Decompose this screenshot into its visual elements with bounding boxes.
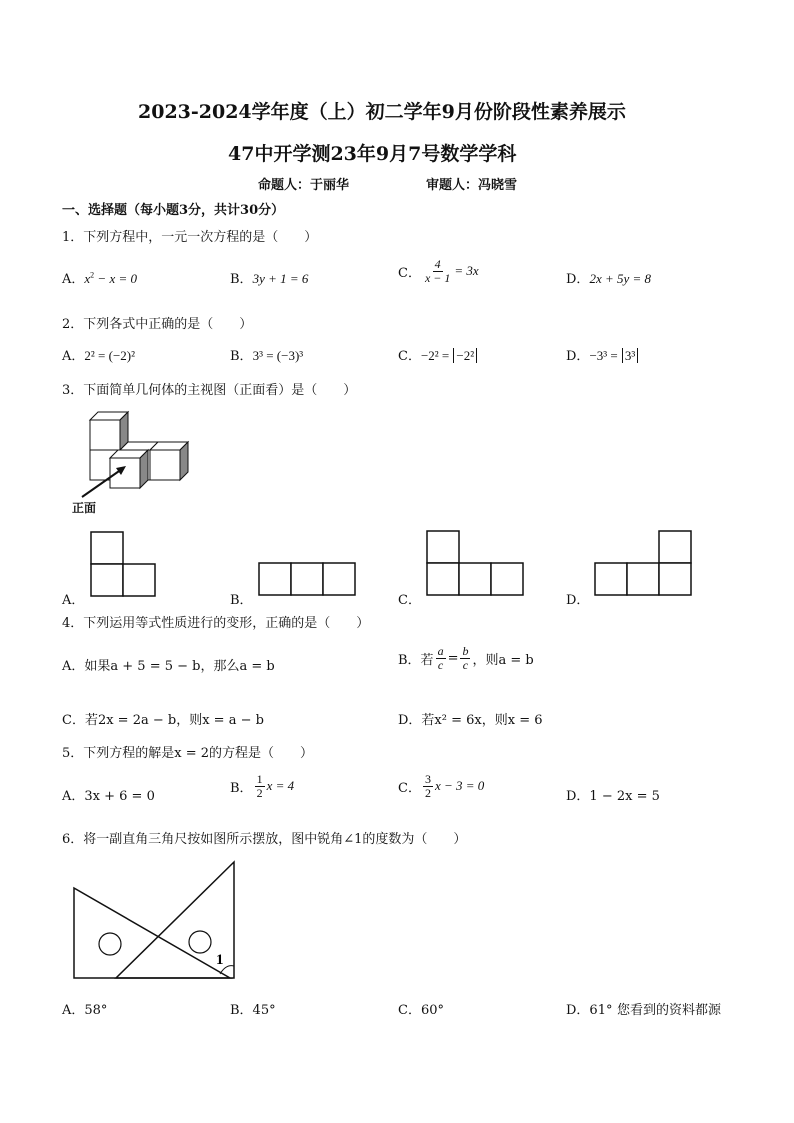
q2-d-label: D． [566, 349, 590, 364]
q2-a-text: 2² = (−2)² [84, 348, 136, 363]
q5-option-a[interactable]: A．3x + 6 = 0 [62, 789, 155, 804]
q2-d-abs: 3³ [622, 348, 638, 363]
q2-option-b[interactable] [230, 345, 303, 364]
q5-c-den: 2 [424, 785, 431, 800]
q1-option-a[interactable]: A．$x^2 - x = 0$ [62, 270, 137, 287]
q5-stem: 5．下列方程的解是x = 2的方程是（ ） [62, 746, 314, 761]
q5-b-label: B． [230, 780, 253, 796]
q1-c-rest: = 3x [454, 263, 479, 279]
q2-option-c[interactable] [398, 345, 477, 364]
q5-option-d[interactable]: D．1 − 2x = 5 [566, 789, 660, 804]
q4-option-b[interactable] [398, 645, 534, 671]
q2-c-abs: −2² [453, 348, 477, 363]
q3-option-b-view[interactable] [258, 561, 360, 597]
q1-d-label: D． [566, 272, 590, 287]
q6-option-d[interactable]: D．61° [566, 1003, 613, 1018]
author-label: 命题人：于丽华 [258, 178, 350, 193]
q3-b-label[interactable]: B． [230, 593, 253, 608]
q4-option-c[interactable]: C．若2x = 2a − b，则x = a − b [62, 713, 264, 728]
q2-b-text: 3³ = (−3)³ [252, 348, 304, 363]
q6-option-c[interactable]: C．60° [398, 1003, 444, 1018]
q5-b-den: 2 [256, 785, 263, 800]
q1-d-text: 2x + 5y = 8 [589, 271, 652, 286]
q1-a-var: x [84, 271, 91, 286]
q5-b-post: x = 4 [266, 778, 295, 794]
watermark-text: 您看到的资料都源 [617, 1003, 722, 1018]
q2-option-a[interactable] [62, 345, 135, 364]
q3-a-label[interactable]: A． [62, 593, 85, 608]
q4-stem: 4．下列运用等式性质进行的变形，正确的是（ ） [62, 616, 370, 631]
q2-a-label: A． [62, 349, 85, 364]
q5-option-b[interactable] [230, 773, 294, 799]
q3-c-label[interactable]: C． [398, 593, 421, 608]
q1-b-label: B． [230, 272, 253, 287]
q2-b-label: B． [230, 349, 253, 364]
q3-stem: 3．下面简单几何体的主视图（正面看）是（ ） [62, 383, 357, 398]
q3-option-c-view[interactable] [426, 529, 528, 599]
reviewer-label: 审题人：冯晓雪 [426, 178, 518, 193]
q6-option-a[interactable]: A．58° [62, 1003, 108, 1018]
q1-option-c[interactable] [398, 258, 479, 284]
exam-subtitle: 47中开学测23年9月7号数学学科 [228, 143, 517, 165]
q1-option-b[interactable] [230, 268, 308, 287]
q2-c-label: C． [398, 349, 421, 364]
q6-triangles-figure [70, 858, 240, 984]
q5-c-post: x − 3 = 0 [434, 778, 485, 794]
q1-a-rest: − x = 0 [94, 271, 137, 286]
q3-option-d-view[interactable] [594, 529, 696, 599]
q1-a-label: A． [62, 272, 85, 287]
q3-option-a-view[interactable] [90, 530, 158, 598]
q2-option-d[interactable] [566, 345, 638, 364]
q6-stem: 6．将一副直角三角尺按如图所示摆放，图中锐角∠1的度数为（ ） [62, 832, 467, 847]
q1-c-den: x − 1 [424, 270, 451, 285]
q4-b-den1: c [437, 657, 444, 672]
q1-b-text: 3y + 1 = 6 [252, 271, 309, 286]
q5-option-c[interactable] [398, 773, 484, 799]
q6-option-b[interactable]: B．45° [230, 1003, 276, 1018]
q5-c-num: 3 [424, 772, 431, 786]
q3-d-label[interactable]: D． [566, 593, 590, 608]
q5-b-num: 1 [256, 772, 263, 786]
q1-c-label: C． [398, 265, 421, 281]
q4-option-d[interactable]: D．若x² = 6x，则x = 6 [398, 713, 543, 728]
q1-option-d[interactable] [566, 268, 651, 287]
q3-front-label: 正面 [72, 501, 97, 515]
q4-b-num1: a [437, 644, 444, 658]
q1-c-num: 4 [434, 257, 441, 271]
q4-b-eq: = [447, 650, 459, 666]
q4-b-post: ，则a = b [472, 652, 534, 668]
exam-title: 2023-2024学年度（上）初二学年9月份阶段性素养展示 [138, 101, 626, 123]
q4-b-num2: b [462, 644, 469, 658]
q4-b-den2: c [462, 657, 469, 672]
q2-c-pre: −2² = [420, 348, 450, 363]
q6-angle-label: 1 [216, 952, 224, 968]
section-title: 一、选择题（每小题3分，共计30分） [62, 203, 285, 218]
q5-c-label: C． [398, 780, 421, 796]
q1-stem: 1．下列方程中，一元一次方程的是（ ） [62, 230, 318, 245]
q4-b-pre: B．若 [398, 652, 434, 668]
q2-d-pre: −3³ = [589, 348, 618, 363]
q2-stem: 2．下列各式中正确的是（ ） [62, 317, 253, 332]
q4-option-a[interactable]: A．如果a + 5 = 5 − b，那么a = b [62, 659, 275, 674]
